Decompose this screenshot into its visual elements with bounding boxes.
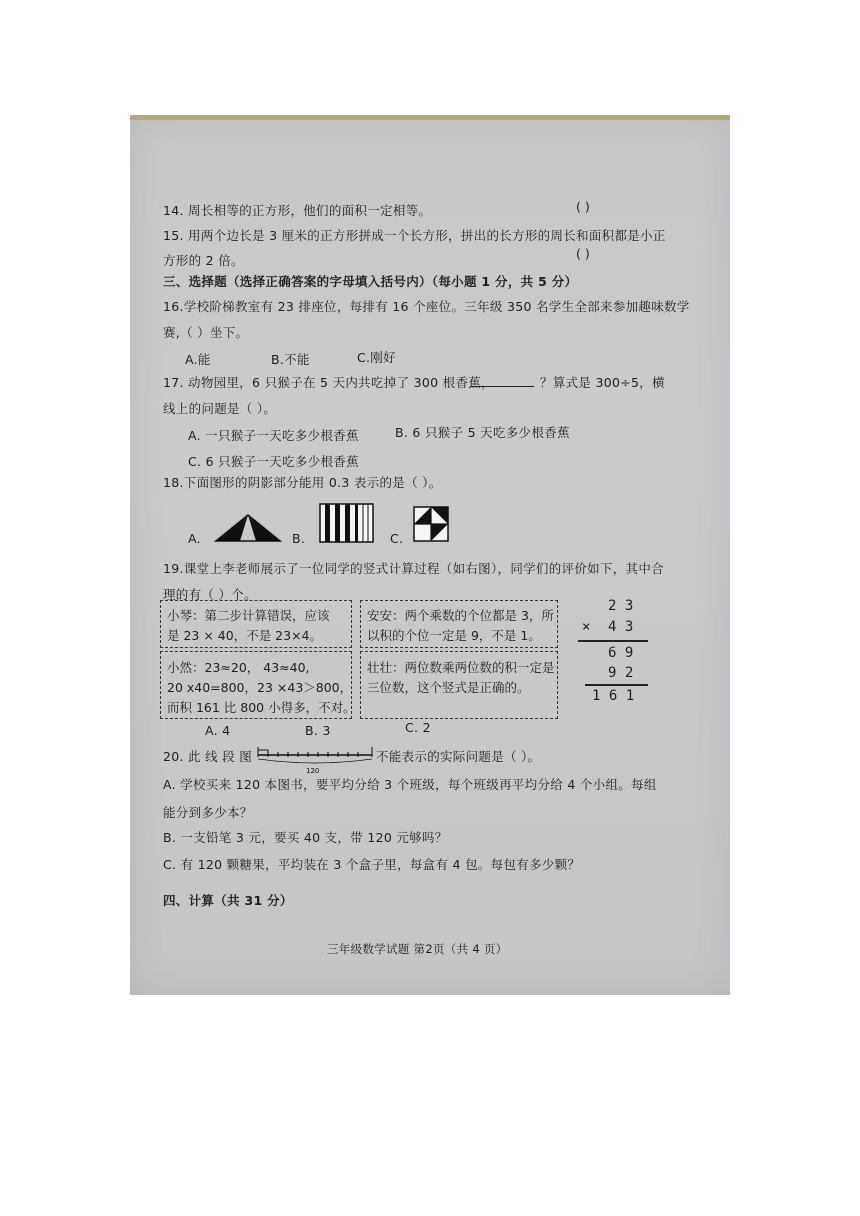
q17-blank-line (470, 386, 534, 387)
calc-operator: × (582, 619, 591, 635)
section4-heading: 四、计算（共 31 分） (163, 893, 293, 908)
q16-line1: 16.学校阶梯教室有 23 排座位，每排有 16 个座位。三年级 350 名学生全部来参加趣味数学 (163, 299, 690, 314)
calc-rule-2 (585, 684, 648, 686)
q19-line1: 19.课堂上李老师展示了一位同学的竖式计算过程（如右图），同学们的评价如下，其中合 (163, 561, 664, 576)
q20-line-segment-diagram (254, 741, 376, 775)
q18-text: 18.下面图形的阴影部分能用 0.3 表示的是（ ）。 (163, 475, 442, 490)
q18-figure-a-triangle (214, 513, 282, 543)
q18-figure-c-square (413, 506, 449, 542)
q19-option-c: C. 2 (405, 720, 431, 735)
q17-line1a: 17. 动物园里，6 只猴子在 5 天内共吃掉了 300 根香蕉， (163, 375, 494, 390)
q19-box3-line1: 小然：23≈20， 43≈40, (167, 660, 310, 675)
q15-line1: 15. 用两个边长是 3 厘米的正方形拼成一个长方形，拼出的长方形的周长和面积都是小正 (163, 228, 666, 243)
calc-row3: 6 9 (608, 645, 634, 661)
page-footer: 三年级数学试题 第2页（共 4 页） (327, 942, 508, 956)
q20-option-a-line1: A. 学校买来 120 本图书，要平均分给 3 个班级，每个班级再平均分给 4 个小组。每组 (163, 777, 657, 792)
q19-line2: 理的有（ ）个。 (163, 587, 257, 602)
q19-box4-line1: 壮壮：两位数乘两位数的积一定是 (367, 660, 555, 675)
q19-option-b: B. 3 (305, 723, 331, 738)
q15-line2: 方形的 2 倍。 (163, 253, 244, 268)
q16-option-a: A.能 (185, 352, 211, 367)
q19-option-a: A. 4 (205, 723, 231, 738)
q17-option-c: C. 6 只猴子一天吃多少根香蕉 (188, 454, 359, 469)
q18-label-a: A. (188, 531, 201, 546)
q19-box4-line2: 三位数，这个竖式是正确的。 (367, 680, 530, 695)
q19-box-xiaoran (160, 651, 356, 719)
q20-suffix: 不能表示的实际问题是（ ）。 (376, 749, 541, 764)
section3-heading: 三、选择题（选择正确答案的字母填入括号内）（每小题 1 分，共 5 分） (163, 274, 578, 289)
q19-box1-line1: 小琴：第二步计算错误，应该 (167, 608, 330, 623)
q17-option-a: A. 一只猴子一天吃多少根香蕉 (188, 428, 359, 443)
q20-option-c: C. 有 120 颗糖果，平均装在 3 个盒子里，每盒有 4 包。每包有多少颗？ (163, 857, 581, 872)
q18-label-c: C. (390, 531, 404, 546)
q16-option-b: B.不能 (271, 352, 310, 367)
q17-line2: 线上的问题是（ ）。 (163, 401, 277, 416)
q19-box2-line2: 以积的个位一定是 9，不是 1。 (367, 628, 541, 643)
q19-box2-line1: 安安：两个乘数的个位都是 3，所 (367, 608, 554, 623)
q17-option-b: B. 6 只猴子 5 天吃多少根香蕉 (395, 425, 570, 440)
q19-box3-line3: 而积 161 比 800 小得多，不对。 (167, 700, 356, 715)
q19-box-xiaoqin (160, 600, 352, 648)
q16-line2: 赛,（ ）坐下。 (163, 325, 249, 340)
calc-row2: 4 3 (608, 619, 634, 635)
q20-option-a-line2: 能分到多少本？ (163, 805, 253, 820)
q19-box-zhuangzhuang (360, 651, 558, 719)
calc-rule-1 (578, 640, 648, 642)
q17-line1b: ？算式是 300÷5，横 (540, 375, 665, 390)
q15-answer-paren: ( ) (576, 246, 590, 261)
q16-option-c: C.刚好 (357, 350, 396, 365)
q18-figure-b-stripes (319, 503, 375, 543)
q19-box-anan (360, 600, 558, 648)
q18-label-b: B. (292, 531, 306, 546)
q19-box1-line2: 是 23 × 40，不是 23×4。 (167, 628, 323, 643)
calc-row4: 9 2 (608, 665, 634, 681)
exam-paper (130, 115, 730, 995)
q14-answer-paren: ( ) (576, 199, 590, 214)
q14-text: 14. 周长相等的正方形，他们的面积一定相等。 (163, 203, 432, 218)
q20-option-b: B. 一支铅笔 3 元，要买 40 支，带 120 元够吗？ (163, 830, 448, 845)
q20-segment-label: 120 (306, 767, 320, 775)
paper-top-edge (130, 115, 730, 120)
q19-box3-line2: 20 x40=800，23 ×43＞800， (167, 680, 353, 695)
calc-result: 1 6 1 (592, 688, 635, 704)
calc-row1: 2 3 (608, 598, 634, 614)
q20-prefix: 20. 此 线 段 图 (163, 749, 253, 764)
